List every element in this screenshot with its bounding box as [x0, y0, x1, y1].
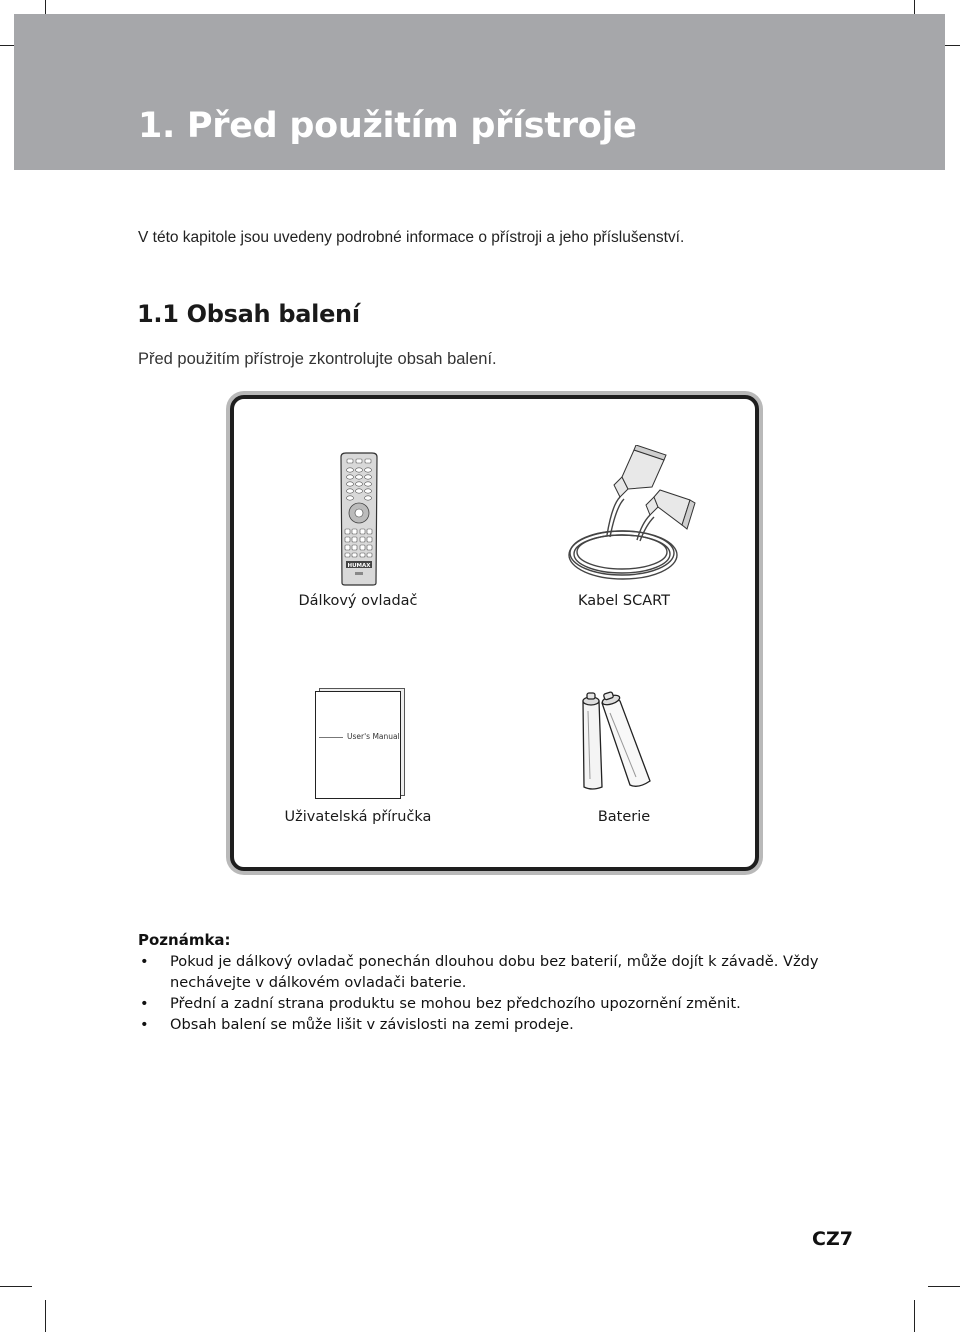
svg-text:HUMAX: HUMAX — [347, 563, 371, 569]
section-heading: 1.1 Obsah balení — [137, 300, 360, 328]
note-item — [138, 993, 838, 1014]
item-label-batteries: Baterie — [597, 809, 651, 825]
package-contents-box — [230, 395, 759, 871]
item-label-manual: Uživatelská příručka — [284, 809, 432, 825]
note-title: Poznámka: — [138, 931, 231, 949]
note-item — [138, 1014, 838, 1035]
note-item — [138, 951, 838, 993]
user-manual-icon — [313, 688, 405, 798]
remote-control-icon — [338, 451, 380, 587]
manual-cover-text: User's Manual — [347, 732, 400, 741]
bullet-icon: • — [140, 953, 149, 970]
note-list — [138, 951, 838, 1035]
scart-cable-icon — [562, 445, 697, 585]
crop-mark — [914, 1300, 915, 1332]
batteries-icon — [580, 691, 654, 795]
note-text: Obsah balení se může lišit v závislosti na zemi prodeje. — [170, 1016, 574, 1033]
bullet-icon: • — [140, 1016, 149, 1033]
crop-mark — [45, 1300, 46, 1332]
chapter-title: 1. Před použitím přístroje — [138, 106, 637, 146]
note-text: Přední a zadní strana produktu se mohou bez předchozího upozornění změnit. — [170, 995, 741, 1012]
section-description: Před použitím přístroje zkontrolujte obsah balení. — [138, 350, 497, 368]
item-label-scart: Kabel SCART — [577, 593, 671, 609]
item-label-remote: Dálkový ovladač — [298, 593, 418, 609]
note-text: Pokud je dálkový ovladač ponechán dlouhou dobu bez baterií, může dojít k závadě. Vždy nechávejte v dálkovém ovladači baterie. — [170, 953, 819, 991]
intro-text: V této kapitole jsou uvedeny podrobné informace o přístroji a jeho příslušenství. — [138, 229, 685, 246]
bullet-icon: • — [140, 995, 149, 1012]
page-number: CZ7 — [812, 1228, 853, 1250]
chapter-header-band — [14, 14, 945, 170]
crop-mark — [0, 1286, 32, 1287]
crop-mark — [928, 1286, 960, 1287]
